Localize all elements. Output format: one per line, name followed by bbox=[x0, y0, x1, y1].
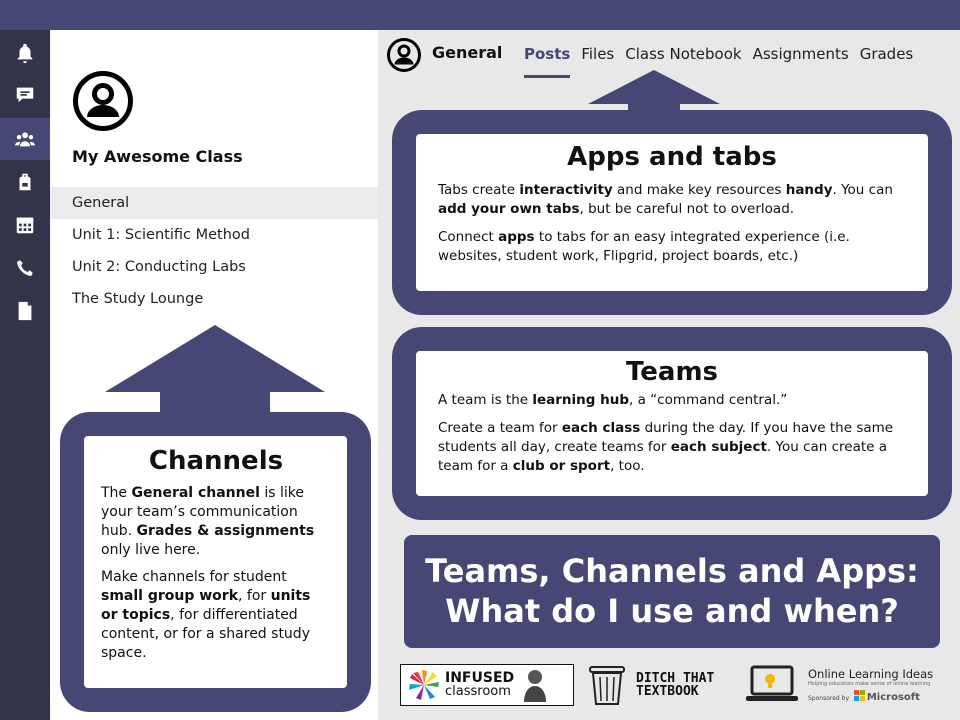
channels-callout-card bbox=[84, 436, 347, 688]
team-name: My Awesome Class bbox=[72, 147, 243, 166]
emphasis-text: each subject bbox=[670, 439, 767, 455]
teams-callout-text-1: A team is the learning hub, a “command central.” bbox=[438, 392, 788, 408]
trash-can-icon bbox=[584, 664, 630, 706]
calendar-icon bbox=[14, 214, 36, 236]
emphasis-text: handy bbox=[785, 182, 833, 198]
activity-button[interactable] bbox=[0, 32, 50, 74]
channel-tabs bbox=[524, 45, 924, 63]
app-top-bar bbox=[0, 0, 960, 30]
assignments-button[interactable] bbox=[0, 161, 50, 203]
headline-banner bbox=[404, 535, 940, 648]
teams-icon bbox=[14, 128, 36, 150]
file-icon bbox=[14, 300, 36, 322]
emphasis-text: General channel bbox=[131, 485, 260, 501]
calls-button[interactable] bbox=[0, 247, 50, 289]
oli-logo-sponsor bbox=[808, 690, 933, 703]
sponsor-logos bbox=[400, 660, 950, 708]
app-rail bbox=[0, 30, 50, 720]
channel-avatar-icon bbox=[386, 37, 422, 73]
microsoft-logo-icon bbox=[854, 690, 865, 701]
emphasis-text: apps bbox=[498, 229, 535, 245]
emphasis-text: interactivity bbox=[519, 182, 613, 198]
channel-list bbox=[50, 187, 378, 315]
tab-assignments[interactable]: Assignments bbox=[752, 45, 849, 63]
emphasis-text: learning hub bbox=[532, 392, 630, 408]
calendar-button[interactable] bbox=[0, 204, 50, 246]
team-avatar-icon[interactable] bbox=[72, 70, 134, 132]
oli-sponsor-label: Sponsored by bbox=[808, 695, 849, 702]
channel-item-study-lounge[interactable]: The Study Lounge bbox=[72, 291, 204, 307]
apps-callout-text-1: Tabs create interactivity and make key resources handy. You can add your own tabs, but be careful not to overload. bbox=[438, 182, 893, 217]
infused-classroom-logo bbox=[400, 664, 574, 706]
chat-button[interactable] bbox=[0, 74, 50, 116]
teams-callout-title: Teams bbox=[625, 357, 719, 387]
emphasis-text: small group work bbox=[101, 588, 239, 604]
bell-icon bbox=[14, 42, 36, 64]
tab-class-notebook[interactable]: Class Notebook bbox=[625, 45, 742, 63]
tab-files[interactable]: Files bbox=[581, 45, 615, 63]
channels-callout-text-2: Make channels for student small group work, for units or topics, for differentiated content, or for a shared study space. bbox=[101, 569, 311, 661]
emphasis-text: each class bbox=[561, 420, 641, 436]
ditch-that-textbook-logo bbox=[584, 664, 734, 706]
apps-callout-card bbox=[416, 134, 928, 291]
files-button[interactable] bbox=[0, 290, 50, 332]
person-silhouette-icon bbox=[522, 668, 548, 702]
infused-logo-line-1: INFUSED bbox=[445, 670, 515, 686]
teams-button[interactable] bbox=[0, 118, 50, 160]
channels-callout-title: Channels bbox=[148, 446, 284, 476]
oli-logo-tagline: Helping educators make sense of online learning bbox=[808, 681, 931, 687]
channel-item-unit-1[interactable]: Unit 1: Scientific Method bbox=[72, 227, 250, 243]
channels-callout-text-1: The General channel is like your team’s communication hub. Grades & assignments only live here. bbox=[101, 485, 315, 558]
ditch-logo-line-2: TEXTBOOK bbox=[636, 684, 699, 699]
channel-title: General bbox=[432, 43, 503, 62]
tab-grades[interactable]: Grades bbox=[859, 45, 914, 63]
phone-icon bbox=[14, 257, 36, 279]
emphasis-text: Grades & assignments bbox=[136, 523, 315, 539]
backpack-icon bbox=[14, 171, 36, 193]
emphasis-text: add your own tabs bbox=[438, 201, 580, 217]
emphasis-text: units or topics bbox=[101, 588, 311, 623]
oli-sponsor-microsoft: Microsoft bbox=[866, 692, 920, 703]
apps-callout-title: Apps and tabs bbox=[567, 142, 777, 172]
headline-line-2: What do I use and when? bbox=[445, 592, 899, 630]
apps-callout-text-2: Connect apps to tabs for an easy integrated experience (i.e. websites, student work, Flipgrid, project boards, etc.) bbox=[438, 229, 850, 264]
ditch-logo-line-1: DITCH THAT bbox=[636, 671, 715, 686]
online-learning-ideas-logo bbox=[744, 662, 950, 708]
channels-arrow bbox=[105, 325, 325, 420]
laptop-icon bbox=[744, 665, 800, 705]
teams-callout-text-2: Create a team for each class during the day. If you have the same students all day, create teams for each subject. You can create a team for a club or sport, too. bbox=[438, 420, 894, 474]
chat-icon bbox=[14, 84, 36, 106]
headline-line-1: Teams, Channels and Apps: bbox=[425, 552, 919, 590]
tab-posts[interactable]: Posts bbox=[524, 45, 571, 63]
channel-item-unit-2[interactable]: Unit 2: Conducting Labs bbox=[72, 259, 246, 275]
infused-logo-line-2: classroom bbox=[445, 684, 511, 699]
teams-callout-card bbox=[416, 351, 928, 496]
channel-item-general[interactable]: General bbox=[50, 187, 378, 219]
emphasis-text: club or sport bbox=[512, 458, 611, 474]
tabs-arrow bbox=[588, 70, 720, 114]
infused-burst-icon bbox=[409, 670, 439, 700]
oli-logo-title: Online Learning Ideas bbox=[808, 667, 934, 681]
